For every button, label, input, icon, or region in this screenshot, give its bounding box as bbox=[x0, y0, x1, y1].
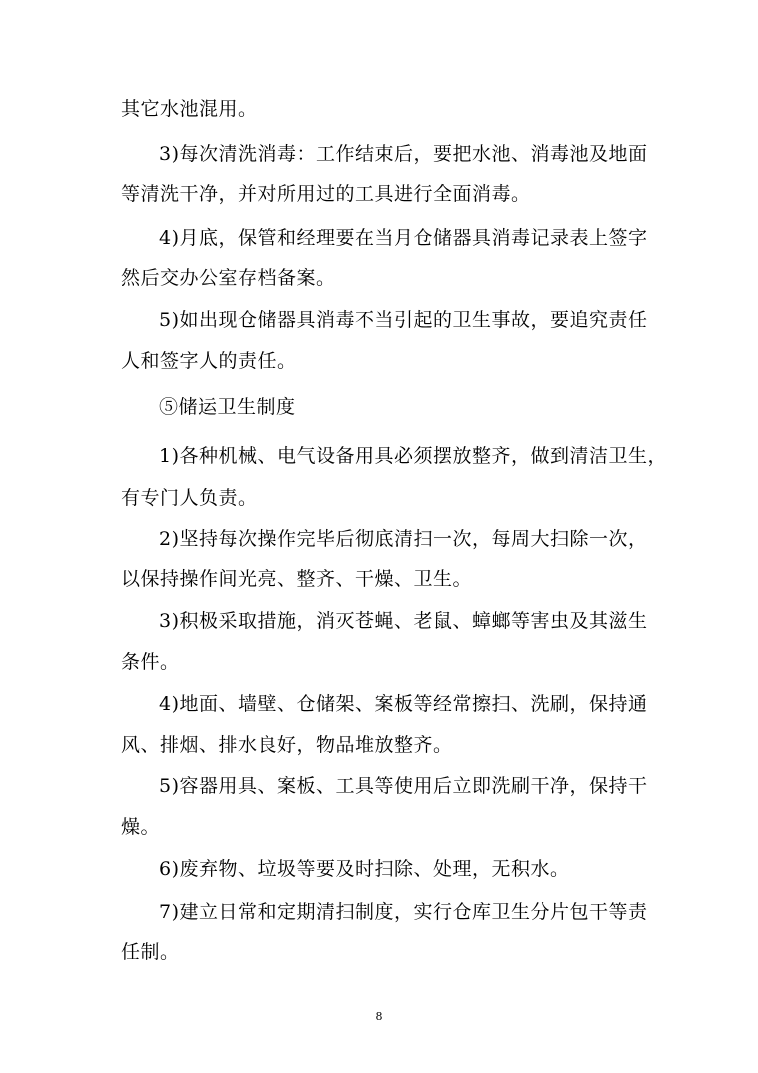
text-line: 7)建立日常和定期清扫制度，实行仓库卫生分片包干等责 bbox=[159, 901, 648, 923]
page-number: 8 bbox=[375, 1010, 383, 1023]
text-line: 有专门人负责。 bbox=[121, 487, 258, 509]
text-line: 然后交办公室存档备案。 bbox=[121, 267, 336, 289]
text-line: 3)积极采取措施，消灭苍蝇、老鼠、蟑螂等害虫及其滋生 bbox=[159, 610, 648, 632]
text-line: 以保持操作间光亮、整齐、干燥、卫生。 bbox=[121, 568, 473, 590]
text-line: 其它水池混用。 bbox=[121, 98, 258, 120]
text-line: 人和签字人的责任。 bbox=[121, 350, 297, 372]
text-line: 5)容器用具、案板、工具等使用后立即洗刷干净，保持干 bbox=[159, 775, 648, 797]
text-line: 1)各种机械、电气设备用具必须摆放整齐，做到清洁卫生， bbox=[159, 445, 668, 467]
text-line: 任制。 bbox=[121, 941, 180, 963]
text-line: 条件。 bbox=[121, 651, 180, 673]
text-line: 4)月底，保管和经理要在当月仓储器具消毒记录表上签字 bbox=[159, 227, 648, 249]
text-line: 3)每次清洗消毒：工作结束后，要把水池、消毒池及地面 bbox=[159, 143, 648, 165]
text-line: 等清洗干净，并对所用过的工具进行全面消毒。 bbox=[121, 183, 531, 205]
text-line: 燥。 bbox=[121, 816, 161, 838]
text-line: 2)坚持每次操作完毕后彻底清扫一次，每周大扫除一次， bbox=[159, 528, 648, 550]
text-line: 风、排烟、排水良好，物品堆放整齐。 bbox=[121, 734, 453, 756]
text-line: 6)废弃物、垃圾等要及时扫除、处理，无积水。 bbox=[159, 858, 570, 880]
section-heading: ⑤储运卫生制度 bbox=[159, 396, 296, 418]
text-line: 4)地面、墙壁、仓储架、案板等经常擦扫、洗刷，保持通 bbox=[159, 693, 648, 715]
text-line: 5)如出现仓储器具消毒不当引起的卫生事故，要追究责任 bbox=[159, 309, 648, 331]
